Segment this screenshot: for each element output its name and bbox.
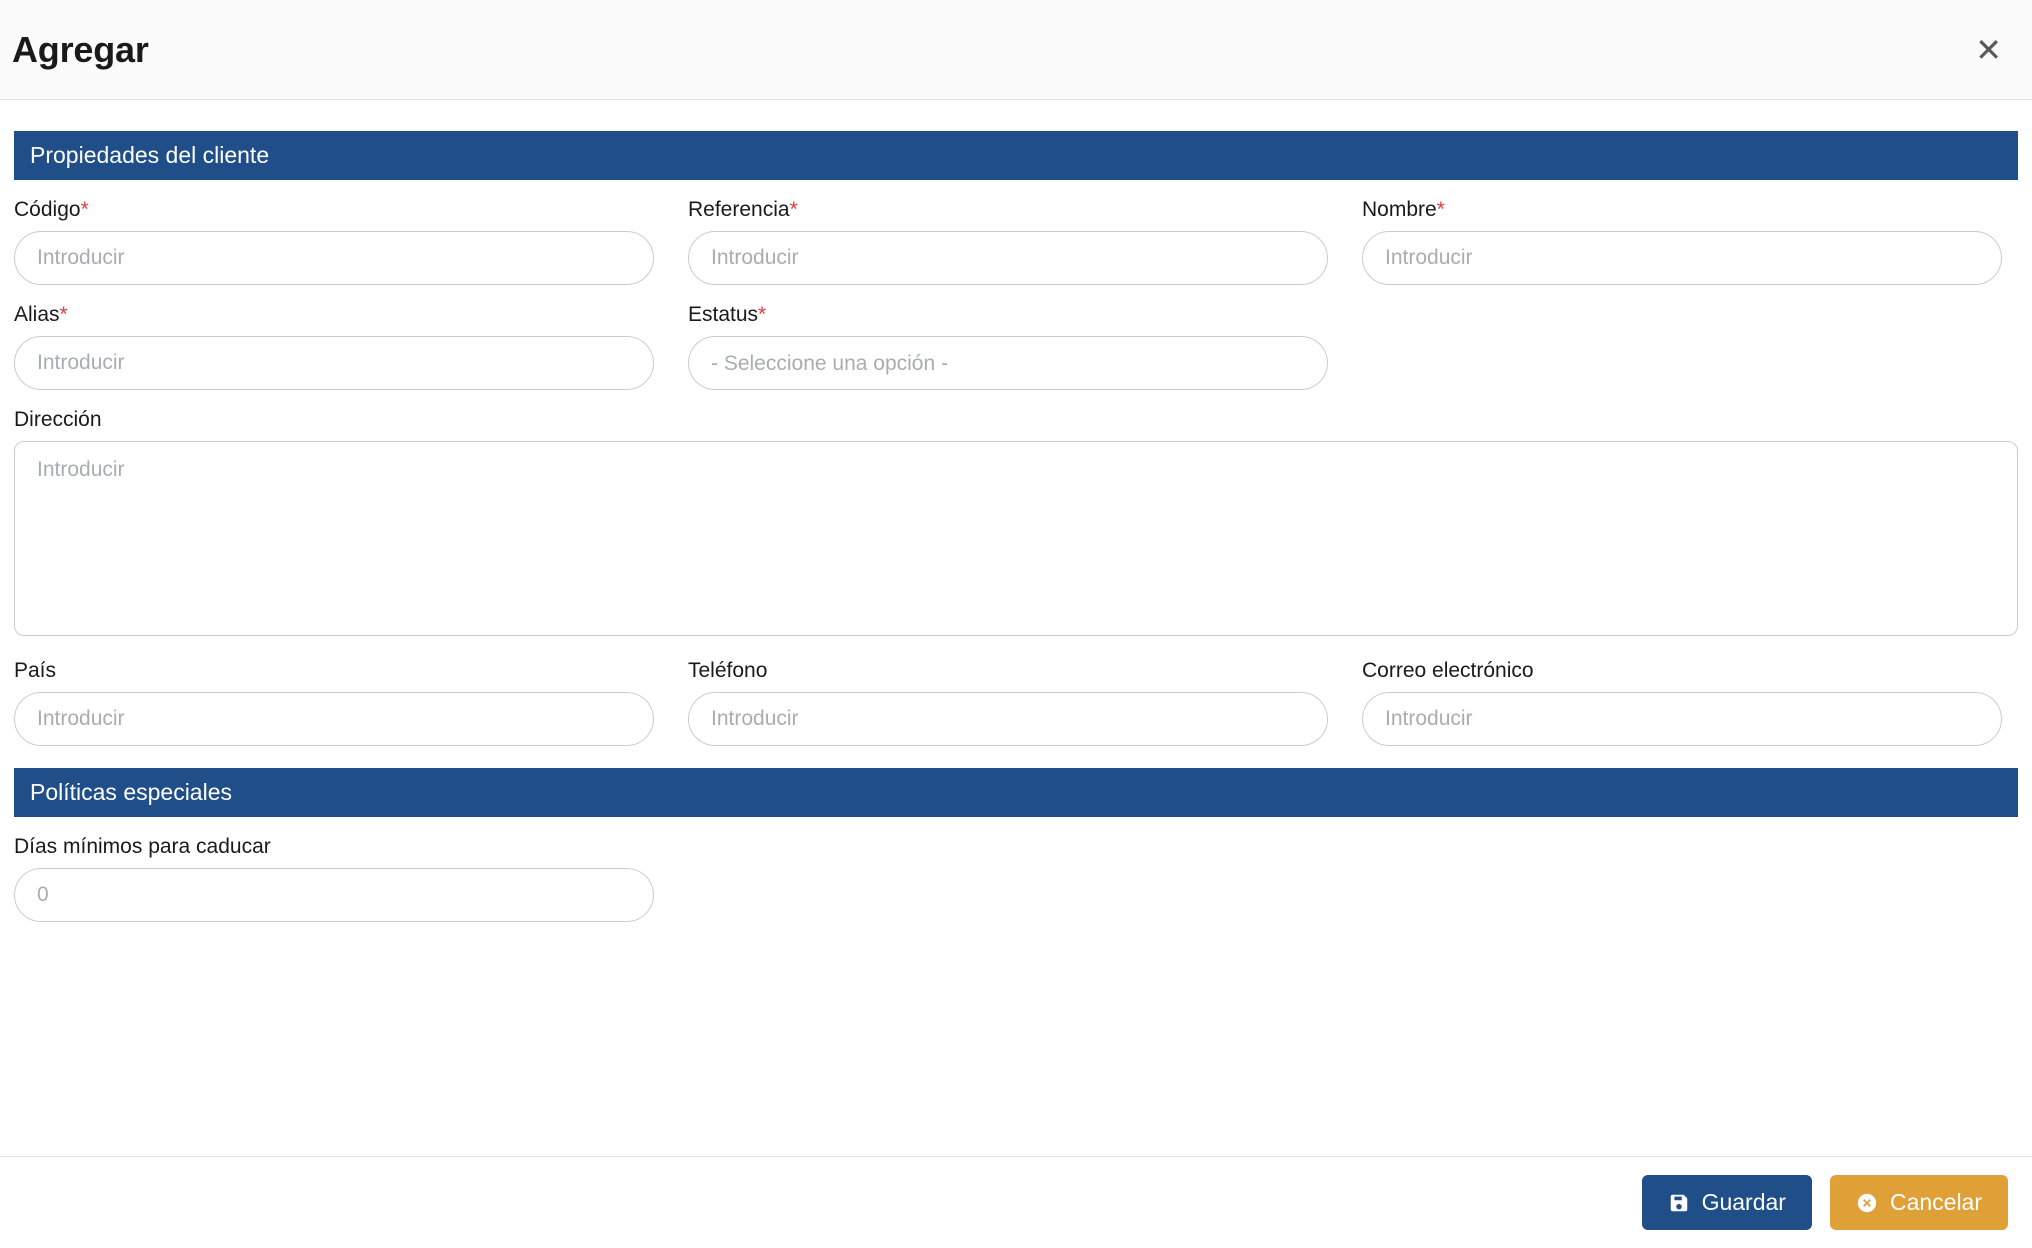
required-mark: * <box>1436 198 1445 221</box>
page-title: Agregar <box>12 28 149 70</box>
pais-input[interactable] <box>14 692 654 746</box>
field-group-referencia <box>688 198 1328 285</box>
field-group-correo <box>1362 659 2002 746</box>
field-group-nombre <box>1362 198 2002 285</box>
estatus-select[interactable] <box>688 336 1328 390</box>
form-row-4 <box>14 659 2018 746</box>
label-nombre-text: Nombre <box>1362 198 1437 221</box>
direccion-textarea[interactable] <box>14 441 2018 636</box>
field-group-direccion <box>14 408 2018 641</box>
label-dias-minimos <box>14 835 654 859</box>
save-button-label: Guardar <box>1701 1189 1786 1215</box>
section-header-client-properties: Propiedades del cliente <box>14 131 2018 180</box>
label-pais <box>14 659 654 683</box>
label-nombre <box>1362 198 2002 222</box>
label-alias-text: Alias <box>14 303 60 326</box>
field-group-telefono <box>688 659 1328 746</box>
telefono-input[interactable] <box>688 692 1328 746</box>
field-group-pais <box>14 659 654 746</box>
label-direccion <box>14 408 2018 432</box>
referencia-input[interactable] <box>688 231 1328 285</box>
save-icon <box>1668 1192 1690 1214</box>
label-estatus-text: Estatus <box>688 303 759 326</box>
label-estatus <box>688 303 1328 327</box>
cancel-button[interactable] <box>1830 1175 2008 1230</box>
alias-input[interactable] <box>14 336 654 390</box>
modal-header <box>0 0 2032 100</box>
codigo-input[interactable] <box>14 231 654 285</box>
modal-body <box>0 100 2032 1122</box>
form-row-5 <box>14 835 2018 922</box>
field-group-estatus <box>688 303 1328 390</box>
required-mark: * <box>789 198 798 221</box>
label-referencia <box>688 198 1328 222</box>
correo-input[interactable] <box>1362 692 2002 746</box>
label-telefono <box>688 659 1328 683</box>
close-icon[interactable]: ✕ <box>1969 30 2008 70</box>
label-correo-text: Correo electrónico <box>1362 659 1534 682</box>
form-row-1 <box>14 198 2018 285</box>
label-pais-text: País <box>14 659 57 682</box>
label-alias <box>14 303 654 327</box>
field-group-empty <box>1362 303 2002 390</box>
cancel-circle-icon <box>1856 1192 1878 1214</box>
field-group-dias <box>14 835 654 922</box>
required-mark: * <box>758 303 767 326</box>
save-button[interactable] <box>1642 1175 1812 1230</box>
field-group-empty-3 <box>1362 835 2002 922</box>
required-mark: * <box>59 303 68 326</box>
label-direccion-text: Dirección <box>14 408 102 431</box>
form-row-2 <box>14 303 2018 390</box>
field-group-codigo <box>14 198 654 285</box>
section-header-special-policies: Políticas especiales <box>14 768 2018 817</box>
label-telefono-text: Teléfono <box>688 659 768 682</box>
required-mark: * <box>80 198 89 221</box>
label-dias-minimos-text: Días mínimos para caducar <box>14 835 271 858</box>
label-referencia-text: Referencia <box>688 198 790 221</box>
field-group-alias <box>14 303 654 390</box>
nombre-input[interactable] <box>1362 231 2002 285</box>
cancel-button-label: Cancelar <box>1889 1189 1982 1215</box>
form-row-3 <box>14 408 2018 641</box>
label-codigo-text: Código <box>14 198 81 221</box>
field-group-empty-2 <box>688 835 1328 922</box>
label-correo <box>1362 659 2002 683</box>
dias-minimos-input[interactable] <box>14 868 654 922</box>
label-codigo <box>14 198 654 222</box>
modal-footer <box>0 1156 2032 1248</box>
